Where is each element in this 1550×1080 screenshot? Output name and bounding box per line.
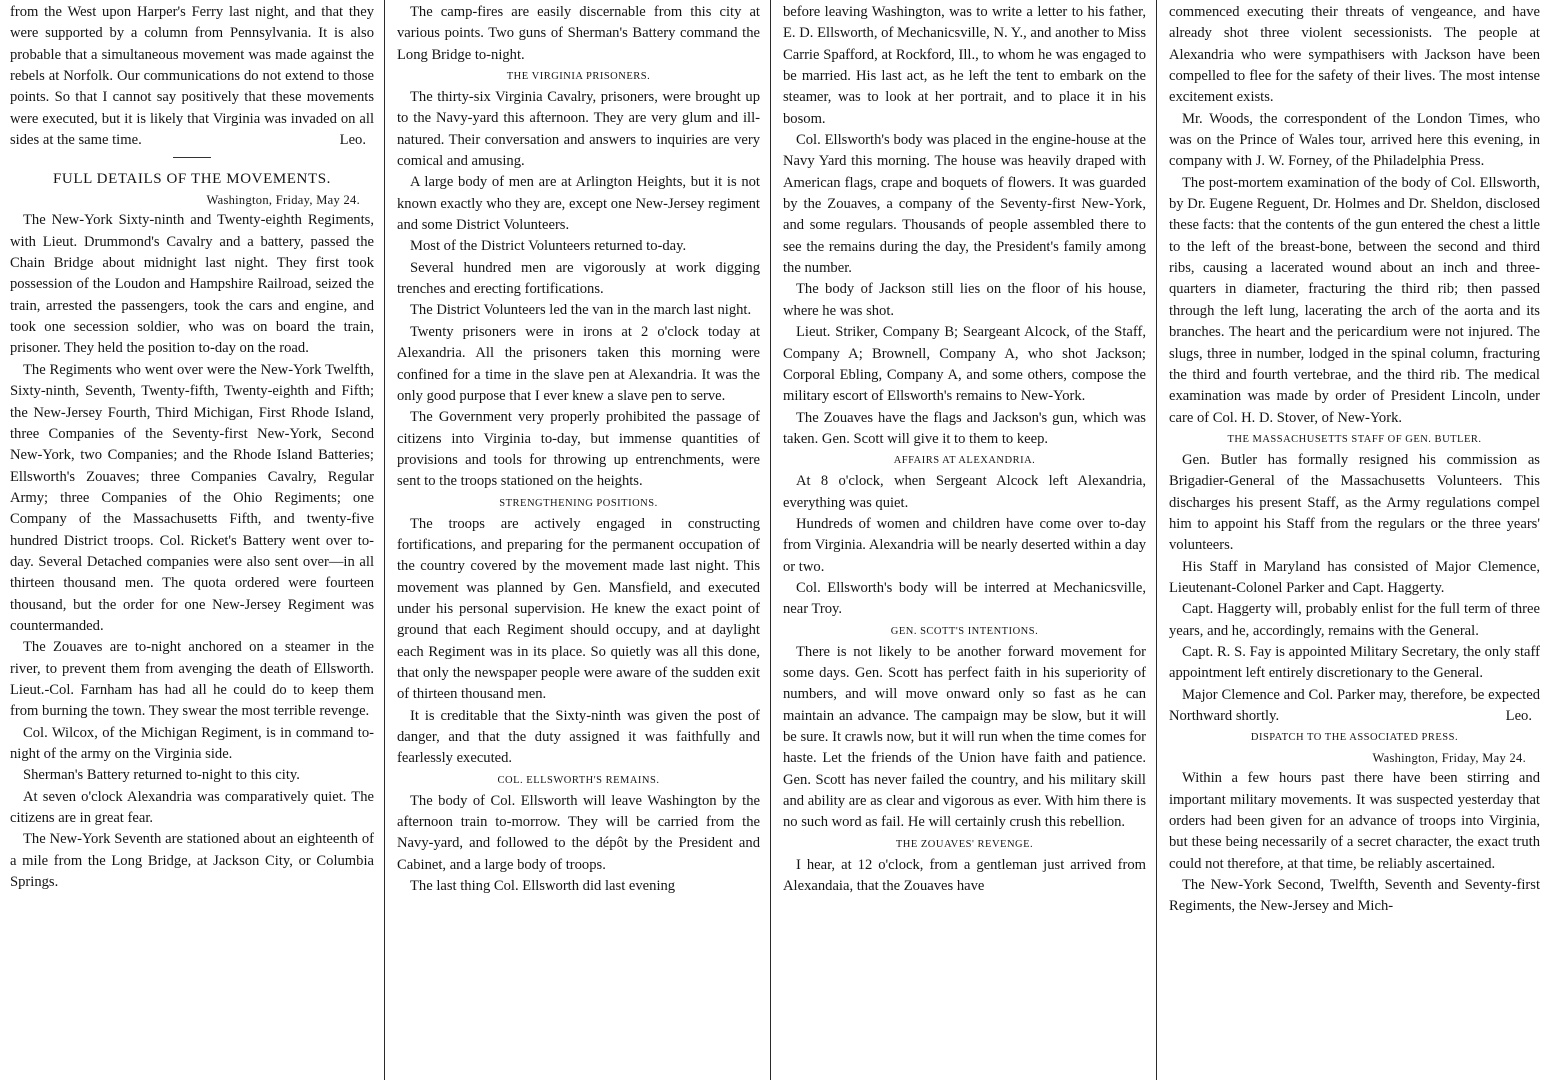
article-paragraph: [783, 471, 1146, 514]
heading-text: FULL DETAILS OF THE MOVEMENTS.: [52, 171, 332, 188]
paragraph-text: Within a few hours past there have been stirring and important military movements. It was suspected yesterday that orders had been given for an advance of troops into Virginia, but these being necessarily of a secret character, the exact truth could not therefore, at that time, be reliably ascertained.: [1169, 770, 1540, 872]
heading-text: Washington, Friday, May 24.: [1372, 751, 1526, 766]
paragraph-text: The Government very properly prohibited the passage of citizens into Virginia to-day, but immense quantities of provisions and tools for throwing up entrenchments, were sent to the troops stationed on the heights.: [397, 409, 760, 490]
article-paragraph: [1169, 768, 1540, 875]
column-4: [1156, 0, 1550, 1080]
article-paragraph: [10, 360, 374, 637]
article-paragraph: [10, 765, 374, 786]
paragraph-text: The New-York Second, Twelfth, Seventh and Seventy-first Regiments, the New-Jersey and Mich-: [1169, 877, 1540, 915]
section-subheading: [397, 495, 760, 513]
article-paragraph: [1169, 173, 1540, 429]
article-paragraph: [783, 2, 1146, 130]
paragraph-text: The Zouaves have the flags and Jackson's gun, which was taken. Gen. Scott will give it to them to keep.: [783, 409, 1146, 447]
paragraph-text: I hear, at 12 o'clock, from a gentleman just arrived from Alexandaia, that the Zouaves have: [783, 856, 1146, 895]
paragraph-text: Mr. Woods, the correspondent of the London Times, who was on the Prince of Wales tour, arrived here this evening, in company with J. W. Forney, of the Philadelphia Press.: [1169, 110, 1540, 170]
paragraph-text: The last thing Col. Ellsworth did last evening: [410, 878, 676, 895]
paragraph-text: The District Volunteers led the van in the march last night.: [410, 302, 752, 319]
paragraph-text: Col. Wilcox, of the Michigan Regiment, is in command to-night of the army on the Virginia side.: [10, 724, 374, 762]
paragraph-text: The thirty-six Virginia Cavalry, prisoners, were brought up to the Navy-yard this afternoon. They are very glum and ill-natured. Their conversation and answers to inquiries are very comical and amusing.: [397, 89, 760, 170]
article-paragraph: [397, 706, 760, 770]
article-paragraph: [10, 210, 374, 359]
heading-text: AFFAIRS AT ALEXANDRIA.: [893, 455, 1036, 467]
article-paragraph: [1169, 2, 1540, 109]
paragraph-text: Twenty prisoners were in irons at 2 o'clock today at Alexandria. All the prisoners taken this morning were confined for a time in the slave pen at Alexandria. It was the only good purpose that I ever knew a slave pen to serve.: [397, 323, 760, 404]
article-paragraph: [10, 829, 374, 893]
paragraph-text: There is not likely to be another forward movement for some days. Gen. Scott has perfect faith in his superiority of numbers, and will move onward only so fast as he can maintain an advance. The campaign may be slow, but it will be sure. It crawls now, but it will run when the time comes for haste. Let the friends of the Union have faith and patience. Gen. Scott has never failed the country, and his military skill and ability are as clear and vigorous as ever. With him there is no such word as fail. He will certainly crush this rebellion.: [783, 643, 1146, 831]
heading-text: STRENGTHENING POSITIONS.: [499, 497, 658, 509]
column-2: [384, 0, 770, 1080]
article-paragraph: [1169, 450, 1540, 557]
dateline: [10, 190, 374, 210]
article-paragraph: [397, 87, 760, 172]
paragraph-text: At 8 o'clock, when Sergeant Alcock left Alexandria, everything was quiet.: [783, 473, 1146, 511]
paragraph-text: It is creditable that the Sixty-ninth was given the post of danger, and that the duty assigned it was faithfully and fearlessly executed.: [397, 707, 760, 767]
section-subheading: [397, 772, 760, 790]
correspondent-signature: Leo.: [1505, 708, 1532, 724]
paragraph-text: The New-York Sixty-ninth and Twenty-eighth Regiments, with Lieut. Drummond's Cavalry and a battery, passed the Chain Bridge about midnight last night. They first took possession of the Loudon and Hampshire Railroad, seized the train, arrested the passengers, took the cars and engine, and took one secession soldier, who was on board the train, prisoner. They held the position to-day on the road.: [10, 212, 374, 357]
paragraph-text: The camp-fires are easily discernable from this city at various points. Two guns of Sherman's Battery command the Long Bridge to-night.: [397, 4, 760, 63]
paragraph-text: A large body of men are at Arlington Heights, but it is not known exactly who they are, except one New-Jersey regiment and some District Volunteers.: [397, 174, 760, 234]
article-paragraph: [1169, 599, 1540, 642]
paragraph-text: The Regiments who went over were the New-York Twelfth, Sixty-ninth, Seventh, Twenty-fifth, Twenty-eighth and Fifth; the New-Jersey Fourth, Third Michigan, First Rhode Island, three Companies of the Seventy-first New-York, Second New-York, two Companies; and the Rhode Island Batteries; Ellsworth's Zouaves; three Companies Cavalry, Regular Army; three Companies of the Ohio Regiments; one Company of the Massachusetts Fifth, and twenty-five hundred District troops. Col. Ricket's Battery went over to-day. Several Detached companies were also sent over—in all thirteen thousand men. The quota ordered were fourteen thousand, but the order for one New-Jersey Regiment was countermanded.: [10, 361, 374, 634]
section-subheading: [783, 623, 1146, 641]
paragraph-text: Capt. Haggerty will, probably enlist for the full term of three years, and he, accordingly, remains with the General.: [1169, 601, 1540, 639]
article-headline: [10, 168, 374, 190]
dateline: [1169, 748, 1540, 768]
paragraph-text: Hundreds of women and children have come over to-day from Virginia. Alexandria will be nearly deserted within a day or two.: [783, 515, 1146, 575]
section-subheading: [1169, 729, 1540, 747]
article-paragraph: [10, 637, 374, 722]
article-paragraph: [397, 876, 760, 897]
section-subheading: [1169, 431, 1540, 449]
paragraph-text: The body of Col. Ellsworth will leave Washington by the afternoon train to-morrow. They will be carried from the Navy-yard, and followed to the dépôt by the President and Cabinet, and a large body of troops.: [397, 792, 760, 873]
paragraph-text: Lieut. Striker, Company B; Seargeant Alcock, of the Staff, Company A; Brownell, Company A, who shot Jackson; Corporal Ebling, Company A, and some others, compose the military escort of Ellsworth's remains to New-York.: [783, 324, 1146, 405]
paragraph-text: Col. Ellsworth's body will be interred at Mechanicsville, near Troy.: [783, 579, 1146, 618]
heading-text: THE MASSACHUSETTS STAFF OF GEN. BUTLER.: [1227, 433, 1482, 445]
section-subheading: [783, 452, 1146, 470]
article-paragraph: [397, 514, 760, 706]
paragraph-text: The body of Jackson still lies on the floor of his house, where he was shot.: [783, 281, 1146, 319]
article-paragraph: [783, 279, 1146, 322]
paragraph-text: Sherman's Battery returned to-night to this city.: [23, 767, 300, 784]
article-paragraph: [1169, 685, 1540, 728]
paragraph-text: At seven o'clock Alexandria was comparatively quiet. The citizens are in great fear.: [10, 788, 374, 827]
article-paragraph: [397, 258, 760, 301]
article-paragraph: [10, 787, 374, 830]
section-subheading: [783, 836, 1146, 854]
paragraph-text: The post-mortem examination of the body of Col. Ellsworth, by Dr. Eugene Reguent, Dr. Holmes and Dr. Sheldon, disclosed these facts: that the contents of the gun entered the chest a little to the left of the breast-bone, between the second and third ribs, causing a lacerated wound about an inch and three-quarters in diameter, fracturing the third rib; then passed through the left lung, lacerating the arch of the aorta and its branches. The heart and the pericardium were not injured. The slugs, three in number, lodged in the spinal column, fracturing the third and fourth vertebrae, and the third rib. The medical examination was made by order of President Lincoln, under care of Col. H. D. Stover, of New-York.: [1169, 174, 1540, 426]
paragraph-text: The troops are actively engaged in constructing fortifications, and preparing for the permanent occupation of the country covered by the movement made last night. This movement was planned by Gen. Mansfield, and executed under his personal supervision. He knew the exact point of ground that each Regiment should occupy, and at daylight each Regiment was in its place. So quietly was all this done, that only the newspaper people were aware of the sudden exit of thirteen thousand men.: [397, 515, 760, 703]
paragraph-text: commenced executing their threats of vengeance, and have already shot three violent secessionists. The people at Alexandria who were sympathisers with Jackson have been compelled to flee for the safety of their lives. The most intense excitement exists.: [1169, 4, 1540, 106]
article-paragraph: [397, 236, 760, 257]
paragraph-text: Col. Ellsworth's body was placed in the engine-house at the Navy Yard this morning. The house was heavily draped with American flags, crape and boquets of flowers. It was guarded by the Zouaves, a company of the Seventy-first New-York, and some regulars. Thousands of people assembled there to see the remains during the day, the President's family among the number.: [783, 132, 1146, 277]
heading-text: GEN. SCOTT'S INTENTIONS.: [890, 625, 1039, 637]
article-paragraph: [1169, 875, 1540, 918]
paragraph-text: Most of the District Volunteers returned to-day.: [410, 238, 687, 255]
paragraph-text: Major Clemence and Col. Parker may, therefore, be expected Northward shortly.: [1169, 686, 1540, 724]
paragraph-text: Several hundred men are vigorously at work digging trenches and erecting fortifications.: [397, 259, 760, 298]
column-1: [0, 0, 384, 1080]
heading-text: THE ZOUAVES' REVENGE.: [895, 838, 1034, 850]
heading-text: DISPATCH TO THE ASSOCIATED PRESS.: [1250, 732, 1459, 744]
article-paragraph: [783, 322, 1146, 407]
article-paragraph: [10, 723, 374, 766]
article-paragraph: [1169, 557, 1540, 600]
article-paragraph: [1169, 109, 1540, 173]
article-paragraph: [397, 172, 760, 236]
article-paragraph: [783, 642, 1146, 834]
paragraph-text: Gen. Butler has formally resigned his commission as Brigadier-General of the Massachusetts Volunteers. This discharges his present Staff, as the Army regulations compel him to appoint his Staff from the regulars or the three years' volunteers.: [1169, 451, 1540, 554]
article-paragraph: [397, 2, 760, 66]
heading-text: Washington, Friday, May 24.: [206, 193, 360, 208]
column-3: [770, 0, 1156, 1080]
article-paragraph: [783, 578, 1146, 621]
paragraph-text: The Zouaves are to-night anchored on a steamer in the river, to prevent them from avenging the death of Ellsworth. Lieut.-Col. Farnham has had all he could do to keep them from burning the town. They swear the most terrible revenge.: [10, 639, 374, 720]
article-paragraph: [397, 322, 760, 407]
article-paragraph: [397, 300, 760, 321]
paragraph-text: before leaving Washington, was to write a letter to his father, E. D. Ellsworth, of Mechanicsville, N. Y., and another to Miss Carrie Spafford, at Rockford, Ill., to whom he was engaged to be married. His last act, as he left the tent to embark on the steamer, was to look at her portrait, and to place it in his bosom.: [783, 4, 1146, 127]
article-paragraph: [783, 514, 1146, 578]
article-paragraph: [783, 855, 1146, 898]
correspondent-signature: Leo.: [339, 132, 366, 149]
section-divider: [173, 157, 211, 158]
article-paragraph: [10, 2, 374, 151]
article-paragraph: [397, 791, 760, 876]
paragraph-text: Capt. R. S. Fay is appointed Military Secretary, the only staff appointment left entirely discretionary to the General.: [1169, 643, 1540, 682]
paragraph-text: His Staff in Maryland has consisted of Major Clemence, Lieutenant-Colonel Parker and Capt. Haggerty.: [1169, 558, 1540, 596]
paragraph-text: from the West upon Harper's Ferry last night, and that they were supported by a column from Pennsylvania. It is also probable that a simultaneous movement was made against the rebels at Norfolk. Our communications do not extend to those points. So that I cannot say positively that these movements were executed, but it is likely that Virginia was invaded on all sides at the same time.: [10, 4, 374, 149]
heading-text: THE VIRGINIA PRISONERS.: [506, 71, 651, 83]
paragraph-text: The New-York Seventh are stationed about an eighteenth of a mile from the Long Bridge, at Jackson City, or Columbia Springs.: [10, 831, 374, 891]
heading-text: COL. ELLSWORTH'S REMAINS.: [497, 774, 660, 786]
article-paragraph: [783, 130, 1146, 279]
article-paragraph: [397, 407, 760, 492]
article-paragraph: [1169, 642, 1540, 685]
article-paragraph: [783, 408, 1146, 451]
section-subheading: [397, 68, 760, 86]
